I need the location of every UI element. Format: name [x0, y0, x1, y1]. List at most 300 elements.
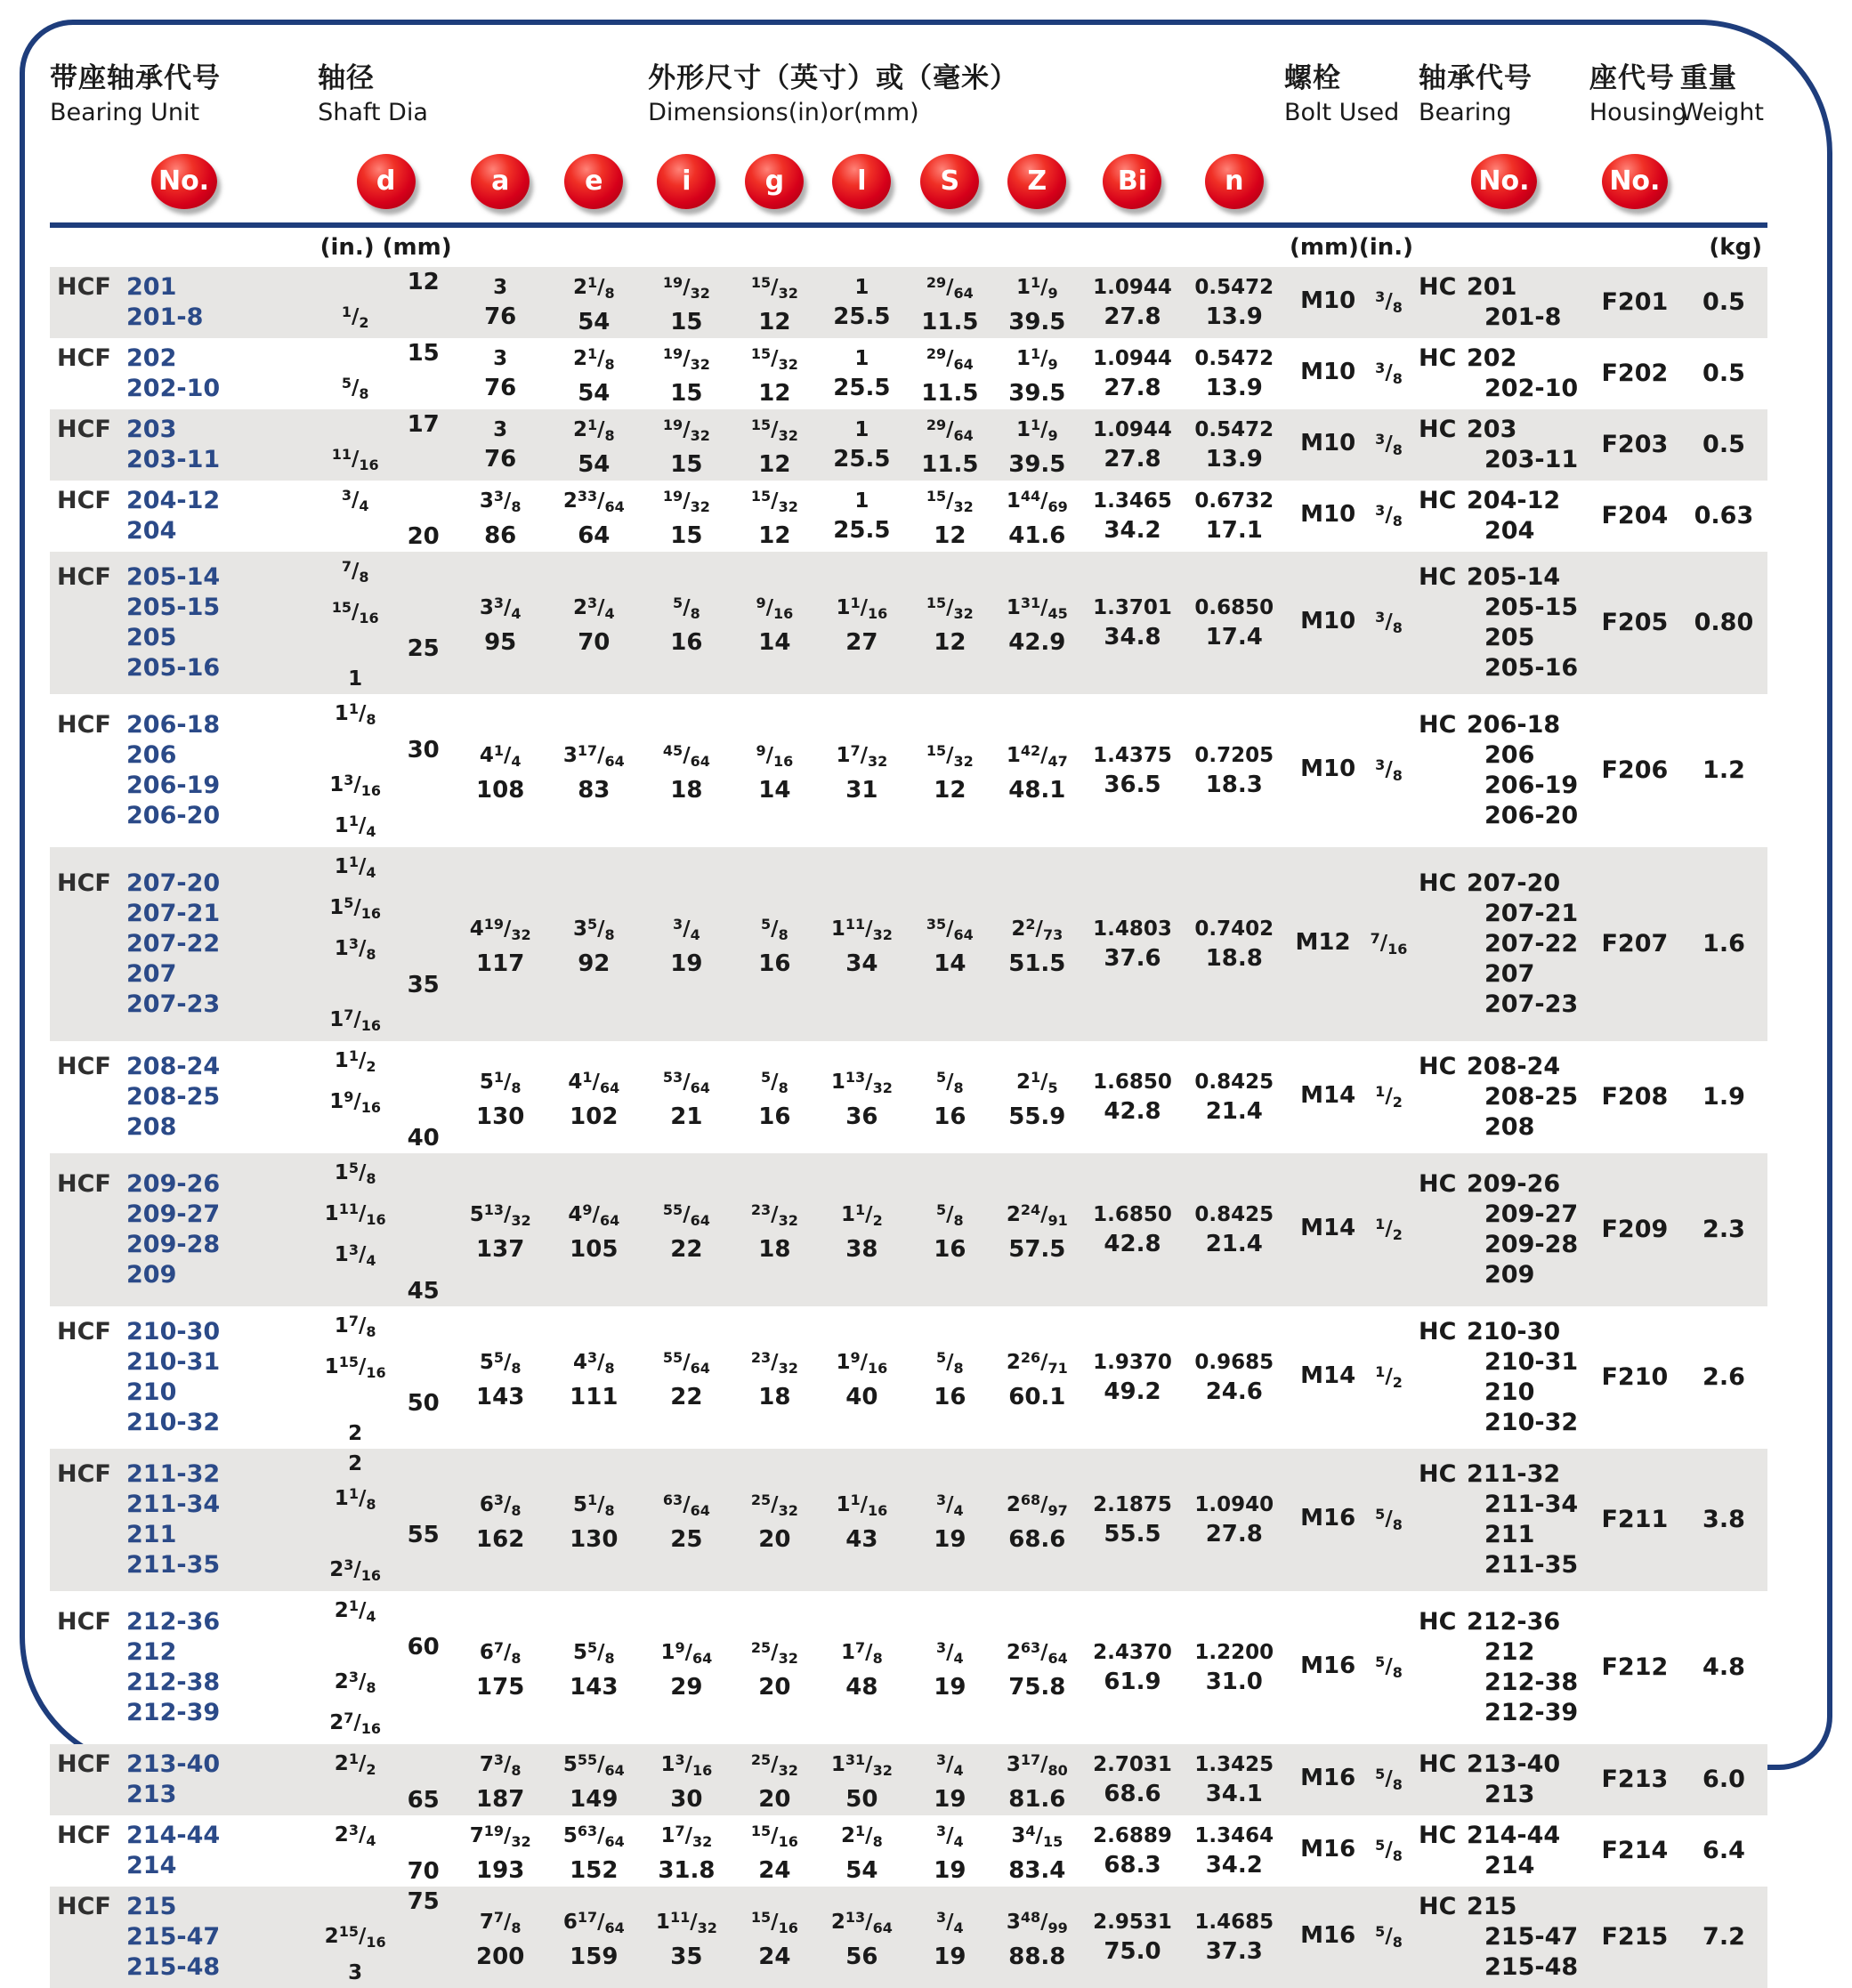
- dim-g-in: $^{15}/_{16}$: [732, 1903, 817, 1943]
- shaft-dia-mm: [392, 847, 454, 888]
- weight-cell: 2.6: [1680, 1306, 1767, 1449]
- dim-Z-in: $2^{24}/_{91}$: [993, 1195, 1080, 1235]
- shaft-dia-label-zh: 轴径: [318, 55, 454, 95]
- dim-i-cell: [641, 552, 732, 694]
- unit-code: 201: [126, 272, 318, 303]
- dim-a-in: $4^{19}/_{32}$: [454, 909, 546, 950]
- bolt-units-label: (mm)(in.): [1284, 225, 1419, 267]
- dim-g-mm: 18: [732, 1235, 817, 1265]
- housing-code-cell: F202: [1589, 338, 1680, 409]
- dim-Z-cell: [993, 1744, 1080, 1815]
- col-header-bolt: [1284, 55, 1419, 141]
- dim-Z-mm: 39.5: [993, 308, 1080, 337]
- dim-l-mm: 38: [817, 1235, 906, 1265]
- spec-row-F209: [50, 1153, 1767, 1306]
- dim-e-cell: [546, 1449, 641, 1591]
- shaft-dia-in: $1^{15}/_{16}$: [318, 1347, 392, 1388]
- dim-i-in: $1^9/_{64}$: [641, 1633, 732, 1673]
- dim-g-cell: [732, 1815, 817, 1887]
- dim-e-in: $3^5/_8$: [546, 909, 641, 950]
- shaft-dia-mm: [392, 481, 454, 521]
- dim-n-cell: [1185, 1153, 1284, 1306]
- dim-Z-mm: 39.5: [993, 450, 1080, 480]
- unit-code: 212-36: [126, 1607, 318, 1637]
- dim-Z-in: $2^2/_{73}$: [993, 909, 1080, 950]
- dim-e-cell: [546, 1815, 641, 1887]
- unit-code: 215-48: [126, 1952, 318, 1983]
- bearing-code: 214-44: [1467, 1821, 1589, 1851]
- bolt-size-in: $^5/_8$: [1375, 1499, 1403, 1540]
- bearing-codes-cell: [1419, 481, 1589, 552]
- header-labels-row: [50, 55, 1767, 141]
- bearing-codes-cell: [1419, 552, 1589, 694]
- bolt-size-in: $^3/_8$: [1375, 424, 1403, 465]
- dim-l-cell: [817, 1744, 906, 1815]
- dim-g-mm: 14: [732, 628, 817, 658]
- dim-i-cell: [641, 1306, 732, 1449]
- dim-e-mm: 54: [546, 379, 641, 408]
- bearing-code: 207-20: [1467, 869, 1589, 899]
- bolt-cell: [1284, 409, 1419, 481]
- bearing-prefix: HC: [1419, 1169, 1467, 1290]
- shaft-dia-mm: 25: [392, 634, 454, 664]
- dim-Z-cell: [993, 1306, 1080, 1449]
- dim-Z-in: $1^1/_9$: [993, 339, 1080, 379]
- dim-Bi-in: 1.6850: [1080, 1068, 1184, 1097]
- dim-e-mm: 143: [546, 1673, 641, 1702]
- dim-Bi-in: 1.3465: [1080, 487, 1184, 516]
- dim-e-mm: 64: [546, 521, 641, 551]
- bearing-code: 211-35: [1484, 1550, 1589, 1580]
- dim-Bi-cell: [1080, 1887, 1184, 1988]
- z-badge: Z: [1007, 154, 1066, 209]
- bearing-prefix: HC: [1419, 1750, 1467, 1810]
- dim-Bi-in: 2.7031: [1080, 1750, 1184, 1780]
- bearing-label-en: Bearing: [1419, 99, 1589, 126]
- dim-a-in: 3: [454, 273, 546, 303]
- dim-Z-mm: 60.1: [993, 1383, 1080, 1412]
- unit-codes-cell: [50, 1887, 318, 1988]
- dim-i-cell: [641, 1744, 732, 1815]
- bolt-size-mm: M16: [1300, 1763, 1355, 1793]
- shaft-dia-mm: 65: [392, 1785, 454, 1815]
- bolt-size-in: $^1/_2$: [1375, 1077, 1403, 1118]
- dim-Bi-mm: 42.8: [1080, 1097, 1184, 1127]
- bearing-code: 209-28: [1484, 1230, 1589, 1260]
- dim-n-cell: [1185, 847, 1284, 1041]
- dim-e-cell: [546, 338, 641, 409]
- dim-l-in: $2^1/_8$: [817, 1816, 906, 1856]
- dim-e-in: $2^{33}/_{64}$: [546, 481, 641, 521]
- dim-i-cell: [641, 481, 732, 552]
- shaft-dia-in: $2^1/_2$: [318, 1744, 392, 1785]
- col-header-bearing-unit: [50, 55, 318, 141]
- dim-n-cell: [1185, 409, 1284, 481]
- bearing-code: 206-18: [1467, 710, 1589, 740]
- i-badge: i: [657, 154, 716, 209]
- shaft-dia-in: $^3/_4$: [318, 481, 392, 521]
- dim-i-cell: [641, 1153, 732, 1306]
- dim-i-mm: 25: [641, 1525, 732, 1555]
- dim-l-cell: [817, 1449, 906, 1591]
- shaft-dia-cell: [318, 481, 454, 552]
- dim-l-cell: [817, 1153, 906, 1306]
- weight-cell: 1.9: [1680, 1041, 1767, 1153]
- dim-n-in: 1.4685: [1185, 1908, 1284, 1937]
- dim-Z-cell: [993, 1153, 1080, 1306]
- dim-Z-in: $3^{48}/_{99}$: [993, 1903, 1080, 1943]
- dim-n-mm: 18.3: [1185, 771, 1284, 800]
- dim-Bi-in: 2.9531: [1080, 1908, 1184, 1937]
- dim-i-in: $^{53}/_{64}$: [641, 1063, 732, 1103]
- dim-i-mm: 31.8: [641, 1856, 732, 1886]
- shaft-dia-in: [318, 1388, 392, 1418]
- shaft-dia-in: 2: [318, 1449, 392, 1479]
- unit-code: 213-40: [126, 1750, 318, 1780]
- shaft-dia-mm: 12: [392, 267, 454, 297]
- dim-n-mm: 21.4: [1185, 1097, 1284, 1127]
- dim-n-in: 0.5472: [1185, 273, 1284, 303]
- dim-l-in: $1^1/_{16}$: [817, 588, 906, 628]
- shaft-dia-cell: [318, 694, 454, 847]
- bearing-code: 213: [1484, 1780, 1589, 1810]
- dim-Z-cell: [993, 481, 1080, 552]
- dim-S-cell: [906, 1815, 993, 1887]
- shaft-dia-mm: [392, 664, 454, 694]
- dim-a-mm: 95: [454, 628, 546, 658]
- bolt-size-mm: M10: [1300, 499, 1355, 529]
- bearing-prefix: HC: [1419, 415, 1467, 475]
- bearing-prefix: HC: [1419, 343, 1467, 404]
- housing-code-cell: F213: [1589, 1744, 1680, 1815]
- dim-Z-cell: [993, 338, 1080, 409]
- dim-Bi-cell: [1080, 694, 1184, 847]
- dim-Bi-in: 1.4803: [1080, 915, 1184, 944]
- dim-e-mm: 105: [546, 1235, 641, 1265]
- unit-code: 207-21: [126, 899, 318, 929]
- dim-n-mm: 13.9: [1185, 445, 1284, 474]
- dim-g-in: $^9/_{16}$: [732, 736, 817, 776]
- dim-e-in: $2^1/_8$: [546, 410, 641, 450]
- dim-e-in: $5^{55}/_{64}$: [546, 1745, 641, 1785]
- dim-Z-mm: 83.4: [993, 1856, 1080, 1886]
- dim-Bi-cell: [1080, 1815, 1184, 1887]
- shaft-dia-in: $1^1/_8$: [318, 1479, 392, 1520]
- shaft-dia-mm: [392, 1347, 454, 1388]
- unit-code: 204: [126, 516, 318, 546]
- bearing-codes-cell: [1419, 267, 1589, 338]
- dim-S-cell: [906, 1153, 993, 1306]
- dim-Z-mm: 75.8: [993, 1673, 1080, 1702]
- bearing-codes-cell: [1419, 338, 1589, 409]
- dim-S-cell: [906, 409, 993, 481]
- shaft-dia-mm: [392, 888, 454, 929]
- unit-code: 207-22: [126, 929, 318, 959]
- dim-a-mm: 193: [454, 1856, 546, 1886]
- bearing-code: 212: [1484, 1637, 1589, 1668]
- dim-l-mm: 48: [817, 1673, 906, 1702]
- dim-g-mm: 12: [732, 379, 817, 408]
- dim-n-mm: 24.6: [1185, 1378, 1284, 1407]
- dim-Z-cell: [993, 1887, 1080, 1988]
- weight-cell: 0.5: [1680, 267, 1767, 338]
- housing-code-cell: F207: [1589, 847, 1680, 1041]
- bolt-size-in: $^5/_8$: [1375, 1647, 1403, 1688]
- bearing-code: 211-34: [1484, 1490, 1589, 1520]
- unit-code: 210: [126, 1378, 318, 1408]
- dim-g-in: $^{23}/_{32}$: [732, 1195, 817, 1235]
- shaft-dia-in: $2^7/_{16}$: [318, 1703, 392, 1744]
- spec-row-F214: [50, 1815, 1767, 1887]
- shaft-dia-mm: [392, 1194, 454, 1235]
- dim-g-cell: [732, 694, 817, 847]
- unit-code: 203-11: [126, 445, 318, 475]
- shaft-dia-mm: 50: [392, 1388, 454, 1418]
- unit-code: 203: [126, 415, 318, 445]
- dimensions-label-zh: 外形尺寸（英寸）或（毫米）: [648, 55, 1284, 95]
- bearing-codes-cell: [1419, 847, 1589, 1041]
- dim-l-mm: 25.5: [817, 445, 906, 474]
- dim-g-cell: [732, 409, 817, 481]
- dim-a-in: $7^{19}/_{32}$: [454, 1816, 546, 1856]
- unit-code: 215-47: [126, 1922, 318, 1952]
- dim-i-in: $^{19}/_{32}$: [641, 410, 732, 450]
- bolt-cell: [1284, 552, 1419, 694]
- dim-S-cell: [906, 1041, 993, 1153]
- dim-i-in: $1^3/_{16}$: [641, 1745, 732, 1785]
- dim-l-mm: 36: [817, 1103, 906, 1132]
- bolt-size-in: $^7/_{16}$: [1371, 924, 1408, 965]
- dim-n-cell: [1185, 1041, 1284, 1153]
- dim-Z-mm: 57.5: [993, 1235, 1080, 1265]
- dim-Z-in: $2^{68}/_{97}$: [993, 1485, 1080, 1525]
- shaft-dia-cell: [318, 552, 454, 694]
- dim-S-in: $^{15}/_{32}$: [906, 481, 993, 521]
- bearing-code: 212-39: [1484, 1698, 1589, 1728]
- dim-e-in: $5^5/_8$: [546, 1633, 641, 1673]
- dim-S-cell: [906, 1744, 993, 1815]
- unit-code: 211-34: [126, 1490, 318, 1520]
- unit-no-badge: No.: [151, 154, 217, 209]
- unit-prefix: HCF: [50, 1459, 126, 1490]
- dim-i-mm: 22: [641, 1383, 732, 1412]
- shaft-dia-in: [318, 1785, 392, 1815]
- dim-a-mm: 175: [454, 1673, 546, 1702]
- dim-g-cell: [732, 552, 817, 694]
- dim-a-in: $3^3/_8$: [454, 481, 546, 521]
- bearing-code: 205-16: [1484, 653, 1589, 683]
- dim-g-in: $^{25}/_{32}$: [732, 1745, 817, 1785]
- dim-a-cell: [454, 552, 546, 694]
- bolt-size-mm: M16: [1300, 1503, 1355, 1533]
- dim-l-cell: [817, 1887, 906, 1988]
- dim-i-cell: [641, 1449, 732, 1591]
- unit-prefix: HCF: [50, 415, 126, 445]
- dim-a-in: 3: [454, 344, 546, 374]
- shaft-dia-in: $^1/_2$: [318, 297, 392, 338]
- dim-e-in: $2^3/_4$: [546, 588, 641, 628]
- dim-Z-mm: 39.5: [993, 379, 1080, 408]
- dim-i-cell: [641, 338, 732, 409]
- dim-l-cell: [817, 694, 906, 847]
- dim-e-cell: [546, 1306, 641, 1449]
- dim-l-in: $1^7/_8$: [817, 1633, 906, 1673]
- dim-S-mm: 12: [906, 776, 993, 805]
- shaft-dia-mm: [392, 440, 454, 481]
- bearing-code: 210-32: [1484, 1408, 1589, 1438]
- dim-Z-mm: 68.6: [993, 1525, 1080, 1555]
- shaft-dia-mm: [392, 765, 454, 806]
- spec-row-F212: [50, 1591, 1767, 1744]
- shaft-dia-in: $2^3/_{16}$: [318, 1550, 392, 1591]
- dim-g-in: $^{15}/_{32}$: [732, 481, 817, 521]
- dim-S-in: $^{15}/_{32}$: [906, 588, 993, 628]
- dim-S-mm: 19: [906, 1525, 993, 1555]
- shaft-dia-mm: 45: [392, 1276, 454, 1306]
- dim-l-mm: 25.5: [817, 516, 906, 545]
- weight-cell: 6.4: [1680, 1815, 1767, 1887]
- dim-S-in: $^3/_4$: [906, 1903, 993, 1943]
- dim-g-mm: 24: [732, 1856, 817, 1886]
- weight-units-label: (kg): [1680, 225, 1767, 267]
- unit-codes-cell: [50, 694, 318, 847]
- dim-Bi-cell: [1080, 1744, 1184, 1815]
- dim-S-mm: 11.5: [906, 308, 993, 337]
- dim-g-in: $^5/_8$: [732, 909, 817, 950]
- dim-a-cell: [454, 267, 546, 338]
- dim-l-mm: 56: [817, 1943, 906, 1972]
- dim-a-in: $6^7/_8$: [454, 1633, 546, 1673]
- dim-Z-cell: [993, 1591, 1080, 1744]
- bolt-size-mm: M12: [1296, 927, 1351, 958]
- dim-e-mm: 152: [546, 1856, 641, 1886]
- unit-codes-cell: [50, 1591, 318, 1744]
- dim-Z-mm: 81.6: [993, 1785, 1080, 1814]
- shaft-dia-mm: 60: [392, 1632, 454, 1662]
- shaft-dia-in: [318, 1632, 392, 1662]
- dim-l-mm: 25.5: [817, 374, 906, 403]
- dim-S-in: $^{29}/_{64}$: [906, 339, 993, 379]
- dim-Z-in: $2^1/_5$: [993, 1063, 1080, 1103]
- dim-S-mm: 16: [906, 1383, 993, 1412]
- shaft-dia-in: 2: [318, 1418, 392, 1449]
- dim-Bi-cell: [1080, 552, 1184, 694]
- shaft-dia-mm: [392, 694, 454, 735]
- bearing-code: 206: [1484, 740, 1589, 771]
- shaft-dia-mm: [392, 1000, 454, 1041]
- bolt-cell: [1284, 694, 1419, 847]
- shaft-dia-mm: [392, 552, 454, 593]
- dim-n-mm: 37.3: [1185, 1937, 1284, 1967]
- dim-Z-mm: 51.5: [993, 950, 1080, 979]
- dim-g-cell: [732, 267, 817, 338]
- dim-a-cell: [454, 1815, 546, 1887]
- dim-e-in: $5^1/_8$: [546, 1485, 641, 1525]
- dim-Bi-mm: 68.6: [1080, 1780, 1184, 1809]
- dim-Z-cell: [993, 694, 1080, 847]
- col-header-weight: [1680, 55, 1767, 141]
- dim-g-mm: 12: [732, 308, 817, 337]
- dim-e-cell: [546, 847, 641, 1041]
- dim-Bi-mm: 27.8: [1080, 445, 1184, 474]
- bearing-code: 207: [1484, 959, 1589, 990]
- bearing-code: 215-48: [1484, 1952, 1589, 1983]
- shaft-dia-cell: [318, 1591, 454, 1744]
- unit-prefix: HCF: [50, 1317, 126, 1347]
- dim-i-mm: 19: [641, 950, 732, 979]
- unit-prefix: HCF: [50, 869, 126, 899]
- unit-code: 210-30: [126, 1317, 318, 1347]
- bearing-code: 210-31: [1484, 1347, 1589, 1378]
- dim-g-in: $^9/_{16}$: [732, 588, 817, 628]
- dim-Bi-in: 1.4375: [1080, 741, 1184, 771]
- dim-S-in: $^3/_4$: [906, 1816, 993, 1856]
- dim-g-cell: [732, 1153, 817, 1306]
- dim-e-mm: 70: [546, 628, 641, 658]
- unit-codes-cell: [50, 267, 318, 338]
- dim-a-in: $7^7/_8$: [454, 1903, 546, 1943]
- unit-code: 206-20: [126, 801, 318, 831]
- bolt-cell: [1284, 1449, 1419, 1591]
- unit-code: 208-25: [126, 1082, 318, 1112]
- dim-i-mm: 15: [641, 521, 732, 551]
- unit-codes-cell: [50, 338, 318, 409]
- dim-n-mm: 21.4: [1185, 1230, 1284, 1259]
- dim-Z-in: $1^1/_9$: [993, 410, 1080, 450]
- bearing-prefix: HC: [1419, 1052, 1467, 1143]
- shaft-dia-in: $2^3/_8$: [318, 1662, 392, 1703]
- dim-Bi-cell: [1080, 267, 1184, 338]
- shaft-dia-mm: [392, 593, 454, 634]
- shaft-dia-mm: [392, 1703, 454, 1744]
- dim-Bi-in: 2.4370: [1080, 1638, 1184, 1668]
- bearing-code: 208-24: [1467, 1052, 1589, 1082]
- bolt-size-in: $^5/_8$: [1375, 1830, 1403, 1871]
- bearing-code: 214: [1484, 1851, 1589, 1881]
- shaft-dia-in: 3: [318, 1958, 392, 1988]
- dim-i-cell: [641, 1591, 732, 1744]
- shaft-dia-in: $1^1/_4$: [318, 847, 392, 888]
- weight-cell: 4.8: [1680, 1591, 1767, 1744]
- unit-code: 210-31: [126, 1347, 318, 1378]
- shaft-dia-in: [318, 1856, 392, 1887]
- dim-S-cell: [906, 1887, 993, 1988]
- dim-e-mm: 83: [546, 776, 641, 805]
- dim-n-cell: [1185, 1887, 1284, 1988]
- unit-code: 205: [126, 623, 318, 653]
- dim-e-in: $4^1/_{64}$: [546, 1063, 641, 1103]
- bearing-prefix: HC: [1419, 1892, 1467, 1983]
- dim-Bi-in: 1.0944: [1080, 416, 1184, 445]
- spec-row-F204: [50, 481, 1767, 552]
- bolt-size-mm: M10: [1300, 428, 1355, 458]
- unit-codes-cell: [50, 847, 318, 1041]
- dim-Z-mm: 55.9: [993, 1103, 1080, 1132]
- col-header-shaft-dia: [318, 55, 454, 141]
- dim-e-in: $3^{17}/_{64}$: [546, 736, 641, 776]
- bearing-codes-cell: [1419, 1449, 1589, 1591]
- unit-code: 209-28: [126, 1230, 318, 1260]
- dim-S-mm: 19: [906, 1856, 993, 1886]
- dim-n-cell: [1185, 267, 1284, 338]
- unit-code: 215: [126, 1892, 318, 1922]
- unit-prefix: HCF: [50, 1892, 126, 1922]
- spec-row-F203: [50, 409, 1767, 481]
- bearing-unit-label-zh: 带座轴承代号: [50, 55, 318, 95]
- unit-code: 211-35: [126, 1550, 318, 1580]
- catalog-page-border: [20, 20, 1832, 1770]
- bearing-prefix: HC: [1419, 1821, 1467, 1881]
